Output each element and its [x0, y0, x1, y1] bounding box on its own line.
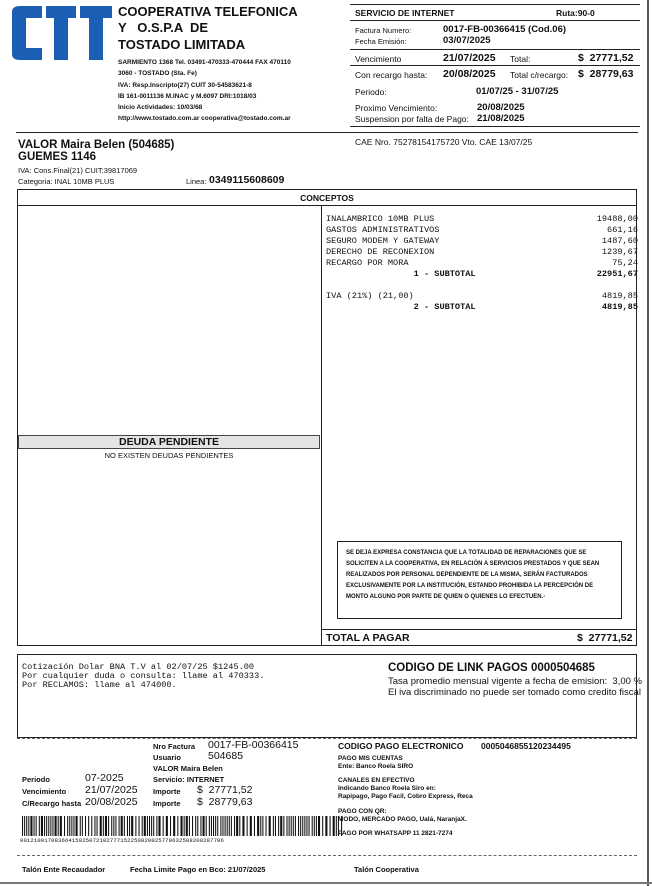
company-inicio: Inicio Actividades: 10/03/68 [118, 104, 203, 111]
barcode-bar [333, 816, 335, 836]
barcode-bar [80, 816, 81, 836]
concept-row: DERECHO DE RECONEXION 1239,67 [326, 247, 638, 257]
barcode-bar [278, 816, 279, 836]
dollar-rate-note: Cotización Dolar BNA T.V al 02/07/25 $1245.00 [22, 662, 255, 672]
barcode-bar [213, 816, 214, 836]
collector-stub-label: Talón Ente Recaudador [22, 865, 106, 874]
barcode-bar [113, 816, 114, 836]
company-name-line1: COOPERATIVA TELEFONICA [118, 4, 298, 19]
barcode-bar [325, 816, 327, 836]
barcode-bar [129, 816, 130, 836]
barcode-bar [247, 816, 248, 836]
period-label: Periodo: [355, 87, 387, 97]
barcode-bar [22, 816, 23, 836]
barcode-bar [215, 816, 216, 836]
surcharge-date-label: Con recargo hasta: [355, 70, 428, 80]
company-iva: IVA: Resp.Inscripto(27) CUIT 30-54583621-8 [118, 82, 252, 89]
stub-invoice-number: 0017-FB-00366415 [208, 739, 299, 751]
concept-row: RECARGO POR MORA 75,24 [326, 258, 638, 268]
service-title: SERVICIO DE INTERNET [355, 8, 455, 18]
barcode-bar [250, 816, 252, 836]
barcode-bar [139, 816, 140, 836]
company-address: SARMIENTO 1368 Tel. 03491-470333-470444 FAX 470110 [118, 59, 291, 66]
barcode-bar [127, 816, 128, 836]
customer-name: VALOR Maira Belen (504685) [18, 139, 175, 151]
barcode-bar [234, 816, 235, 836]
barcode-bar [236, 816, 238, 836]
barcode-bar [184, 816, 185, 836]
barcode-bar [88, 816, 89, 836]
total-label: Total: [510, 54, 531, 64]
barcode-bar [275, 816, 276, 836]
barcode-bar [242, 816, 244, 836]
claims-note: Por RECLAMOS: llame al 474000. [22, 680, 177, 690]
electronic-code-value: 0005046855120234495 [481, 741, 571, 751]
barcode-bar [166, 816, 168, 836]
total-to-pay-amount: $ 27771,52 [577, 632, 633, 644]
line-label: Linea: [186, 177, 207, 186]
barcode-bar [115, 816, 116, 836]
cash-channels-line1: Indicando Banco Roela Siro en: [338, 785, 436, 792]
barcode-bar [200, 816, 201, 836]
contact-note: Por cualquier duda o consulta: llame al 470333. [22, 671, 265, 681]
barcode-bar [64, 816, 65, 836]
barcode-bar [291, 816, 292, 836]
stub-user-name: VALOR Maira Belen [153, 764, 223, 773]
barcode-bar [142, 816, 143, 836]
barcode-bar [209, 816, 210, 836]
stub-due-label: Vencimiento [22, 787, 67, 796]
barcode-bar [298, 816, 299, 836]
barcode-bar [293, 816, 294, 836]
barcode-bar [206, 816, 207, 836]
barcode-bar [124, 816, 125, 836]
barcode-bar [222, 816, 223, 836]
barcode-number: 00121001708366415025072102777152250820025779632508200287796 [20, 837, 224, 844]
barcode-bar [67, 816, 68, 836]
barcode-bar [260, 816, 261, 836]
barcode-bar [34, 816, 35, 836]
stub-surcharge-amount-label: Importe [153, 799, 181, 808]
barcode-bar [50, 816, 51, 836]
barcode-bar [103, 816, 104, 836]
company-city: 3060 - TOSTADO (Sta. Fe) [118, 70, 197, 77]
barcode-bar [76, 816, 78, 836]
barcode-bar [330, 816, 331, 836]
barcode-bar [289, 816, 290, 836]
barcode-bar [316, 816, 317, 836]
barcode-bar [265, 816, 266, 836]
cooperative-stub-label: Talón Cooperativa [354, 865, 419, 874]
barcode-bar [156, 816, 157, 836]
barcode-bar [46, 816, 47, 836]
subtotal-row: 2 - SUBTOTAL 4819,85 [326, 302, 638, 312]
barcode-bar [304, 816, 305, 836]
payment-barcode [20, 816, 346, 836]
total-surcharge-label: Total c/recargo: [510, 70, 569, 80]
subtotal-row: 1 - SUBTOTAL 22951,67 [326, 269, 638, 279]
barcode-bar [189, 816, 190, 836]
company-web: http://www.tostado.com.ar cooperativa@tostado.com.ar [118, 115, 291, 122]
company-logo [10, 4, 114, 62]
stub-surcharge-label: C/Recargo hasta [22, 799, 82, 808]
barcode-bar [41, 816, 43, 836]
barcode-bar [73, 816, 74, 836]
barcode-bar [192, 816, 193, 836]
stub-user-number: 504685 [208, 750, 244, 762]
barcode-bar [91, 816, 92, 836]
concepts-list [326, 214, 638, 324]
barcode-bar [52, 816, 53, 836]
barcode-bar [254, 816, 255, 836]
stub-invoice-label: Nro Factura [153, 742, 196, 751]
next-due-label: Proximo Vencimiento: [355, 103, 438, 113]
total-to-pay-label: TOTAL A PAGAR [326, 632, 410, 644]
barcode-bar [135, 816, 136, 836]
barcode-bar [71, 816, 72, 836]
cash-channels-line2: Rapipago, Pago Facil, Cobro Express, Reca [338, 793, 473, 800]
route-number: Ruta:90-0 [556, 8, 595, 18]
barcode-bar [163, 816, 164, 836]
line-number: 0349115608609 [209, 174, 285, 186]
barcode-bar [144, 816, 146, 836]
barcode-bar [280, 816, 282, 836]
barcode-bar [58, 816, 59, 836]
suspension-label: Suspension por falta de Pago: [355, 114, 469, 124]
concept-row: INALAMBRICO 10MB PLUS 19488,00 [326, 214, 638, 224]
whatsapp-payment: PAGO POR WHATSAPP 11 2821-7274 [338, 830, 453, 837]
surcharge-date: 20/08/2025 [443, 68, 496, 80]
barcode-bar [225, 816, 226, 836]
barcode-bar [197, 816, 198, 836]
barcode-bar [100, 816, 102, 836]
iva-credit-note: El iva discriminado no puede ser tomado como credito fiscal [388, 687, 641, 698]
barcode-bar [314, 816, 315, 836]
concept-row: IVA (21%) (21,00) 4819,85 [326, 291, 638, 301]
barcode-bar [257, 816, 259, 836]
concept-row: GASTOS ADMINISTRATIVOS 661,16 [326, 225, 638, 235]
barcode-bar [108, 816, 109, 836]
period-value: 01/07/25 - 31/07/25 [476, 86, 559, 97]
barcode-bar [30, 816, 32, 836]
barcode-bar [55, 816, 57, 836]
bank-deadline: Fecha Limite Pago en Bco: 21/07/2025 [130, 865, 266, 874]
company-name-line3: TOSTADO LIMITADA [118, 37, 246, 52]
barcode-bar [94, 816, 95, 836]
issue-date-label: Fecha Emisión: [355, 37, 407, 46]
barcode-bar [36, 816, 37, 836]
cut-line [17, 738, 637, 739]
interest-rate-note: Tasa promedio mensual vigente a fecha de emision: 3,00 % [388, 676, 643, 687]
link-code-label: CODIGO DE LINK PAGOS [388, 662, 528, 674]
barcode-bar [147, 816, 148, 836]
barcode-bar [302, 816, 303, 836]
barcode-bar [211, 816, 212, 836]
barcode-bar [69, 816, 70, 836]
barcode-bar [217, 816, 218, 836]
barcode-bar [283, 816, 284, 836]
qr-payment-apps: MODO, MERCADO PAGO, Ualá, NaranjaX. [338, 816, 467, 823]
debt-header: DEUDA PENDIENTE [119, 436, 219, 448]
barcode-bar [295, 816, 296, 836]
barcode-bar [85, 816, 86, 836]
link-code-value: 0000504685 [531, 662, 595, 674]
barcode-bar [273, 816, 274, 836]
company-ib: IB 161-0011136 M.INAC y M.6097 DRI:1018/03 [118, 93, 257, 100]
issue-date: 03/07/2025 [443, 35, 491, 46]
next-due-date: 20/08/2025 [477, 102, 525, 113]
stub-surcharge-amount: $ 28779,63 [197, 796, 253, 808]
electronic-code-label: CODIGO PAGO ELECTRONICO [338, 741, 464, 751]
barcode-bar [158, 816, 160, 836]
total-amount: $ 27771,52 [578, 52, 634, 64]
barcode-bar [177, 816, 178, 836]
barcode-bar [24, 816, 25, 836]
cut-line-bottom [17, 855, 637, 856]
barcode-bar [44, 816, 45, 836]
barcode-bar [300, 816, 301, 836]
stub-period-value: 07-2025 [85, 772, 124, 784]
barcode-bar [121, 816, 123, 836]
barcode-bar [105, 816, 107, 836]
barcode-bar [262, 816, 263, 836]
cae-number: CAE Nro. 75278154175720 Vto. CAE 13/07/25 [355, 137, 533, 147]
barcode-bar [131, 816, 133, 836]
barcode-bar [26, 816, 27, 836]
stub-surcharge-date: 20/08/2025 [85, 796, 138, 808]
stub-period-label: Periodo [22, 775, 50, 784]
barcode-bar [153, 816, 154, 836]
barcode-bar [28, 816, 29, 836]
barcode-bar [309, 816, 310, 836]
stub-amount-label: Importe [153, 787, 181, 796]
barcode-bar [203, 816, 205, 836]
barcode-bar [48, 816, 49, 836]
barcode-bar [229, 816, 230, 836]
barcode-bar [322, 816, 323, 836]
barcode-bar [60, 816, 62, 836]
barcode-bar [119, 816, 120, 836]
company-name-line2: Y O.S.P.A DE [118, 20, 209, 35]
stub-service: Servicio: INTERNET [153, 775, 225, 784]
barcode-bar [286, 816, 287, 836]
barcode-bar [336, 816, 337, 836]
due-date-label: Vencimiento [355, 54, 402, 64]
repairs-notice: SE DEJA EXPRESA CONSTANCIA QUE LA TOTALIDAD DE REPARACIONES QUE SE SOLICITEN A LA COOPERATIVA, EN RELACIÓN A SERVICIOS PRESTADOS Y QUE SEAN REALIZADOS POR PERSONAL DEPENDIENTE DE LA MISMA, SERÁN FACTURADOS EXCLUSIVAMENTE POR LA INSTITUCIÓN, ESTANDO PROHIBIDA LA PERCEPCIÓN DE MONTO ALGUNO POR PARTE DE QUIEN O QUIENES LO EFECTUEN.- [337, 541, 622, 619]
barcode-bar [170, 816, 171, 836]
barcode-bar [111, 816, 112, 836]
barcode-bar [269, 816, 271, 836]
due-date: 21/07/2025 [443, 52, 496, 64]
concept-row: SEGURO MODEM Y GATEWAY 1487,60 [326, 236, 638, 246]
barcode-bar [39, 816, 40, 836]
mis-cuentas-title: PAGO MIS CUENTAS [338, 755, 403, 762]
stub-user-label: Usuario [153, 753, 181, 762]
invoice-number-label: Factura Numero: [355, 26, 412, 35]
invoice-number: 0017-FB-00366415 (Cod.06) [443, 24, 567, 35]
barcode-bar [97, 816, 98, 836]
stub-due-date: 21/07/2025 [85, 784, 138, 796]
barcode-bar [306, 816, 307, 836]
customer-category: Categoria: INAL 10MB PLUS [18, 177, 115, 186]
barcode-bar [149, 816, 150, 836]
barcode-bar [239, 816, 240, 836]
barcode-bar [220, 816, 221, 836]
cash-channels-title: CANALES EN EFECTIVO [338, 777, 415, 784]
barcode-bar [312, 816, 313, 836]
barcode-bar [180, 816, 182, 836]
customer-address: GUEMES 1146 [18, 151, 96, 163]
debt-status: NO EXISTEN DEUDAS PENDIENTES [104, 451, 234, 460]
stub-amount: $ 27771,52 [197, 784, 253, 796]
barcode-bar [231, 816, 232, 836]
qr-payment-title: PAGO CON QR: [338, 808, 387, 815]
barcode-bar [186, 816, 188, 836]
barcode-bar [318, 816, 320, 836]
concepts-header: CONCEPTOS [300, 193, 354, 203]
barcode-bar [195, 816, 196, 836]
suspension-date: 21/08/2025 [477, 113, 525, 124]
mis-cuentas-ente: Ente: Banco Roela SIRO [338, 763, 414, 770]
barcode-bar [151, 816, 152, 836]
customer-iva: IVA: Cons.Final(21) CUIT:39817069 [18, 166, 138, 175]
total-surcharge-amount: $ 28779,63 [578, 68, 634, 80]
barcode-bar [173, 816, 175, 836]
barcode-bar [82, 816, 83, 836]
barcode-bar [227, 816, 228, 836]
